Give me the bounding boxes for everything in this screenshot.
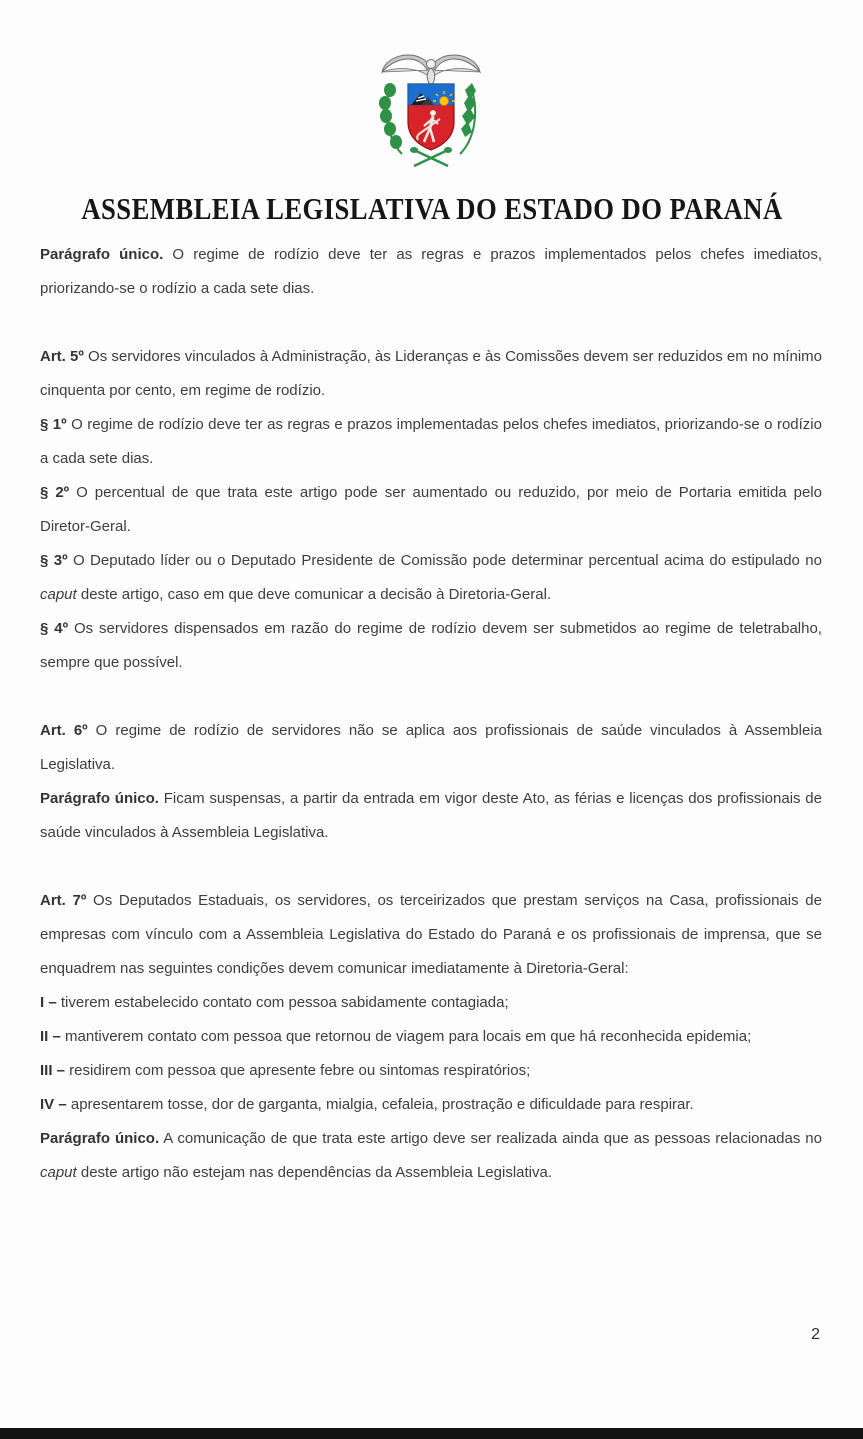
paragraph-text: mantiverem contato com pessoa que retornou de viagem para locais em que há reconhecida epidemia; [60, 1028, 752, 1045]
parana-coat-of-arms-icon [374, 52, 488, 174]
article-label: Art. 7º [40, 892, 87, 909]
paragraph-text: O regime de rodízio de servidores não se aplica aos profissionais de saúde vinculados à Assembleia Legislativa. [40, 722, 822, 773]
paragraph-text: O percentual de que trata este artigo pode ser aumentado ou reduzido, por meio de Portaria emitida pelo Diretor-Geral. [40, 484, 822, 535]
paragraph-text: Os servidores vinculados à Administração, às Lideranças e às Comissões devem ser reduzidos em no mínimo cinquenta por cento, em regime de rodízio. [40, 348, 822, 399]
paragraph-text: deste artigo, caso em que deve comunicar a decisão à Diretoria-Geral. [76, 586, 552, 603]
paragraph-text: deste artigo não estejam nas dependências da Assembleia Legislativa. [76, 1164, 553, 1181]
paragraph-paragrafo-unico-art6 [40, 782, 822, 850]
paragraph-art5-par2 [40, 476, 822, 544]
paragraph-paragrafo-unico-art4 [40, 238, 822, 306]
paragraph-text: Os servidores dispensados em razão do regime de rodízio devem ser submetidos ao regime de teletrabalho, sempre que possível. [40, 620, 822, 671]
list-item-i [40, 986, 822, 1020]
paragraph-text: O regime de rodízio deve ter as regras e prazos implementados pelos chefes imediatos, priorizando-se o rodízio a cada sete dias. [40, 246, 823, 297]
paragraph-art5-par3 [40, 544, 822, 612]
item-label: II – [40, 1028, 61, 1045]
paragraph-text: O Deputado líder ou o Deputado Presidente de Comissão pode determinar percentual acima do estipulado no [67, 552, 822, 569]
paragraph-art-7 [40, 884, 822, 986]
paragraph-text: Ficam suspensas, a partir da entrada em vigor deste Ato, as férias e licenças dos profissionais de saúde vinculados à Assembleia Legislativa. [40, 790, 822, 841]
article-label: Art. 6º [40, 722, 88, 739]
list-item-ii [40, 1020, 822, 1054]
paragraph-text: A comunicação de que trata este artigo deve ser realizada ainda que as pessoas relacionadas no [159, 1130, 822, 1147]
list-item-iii [40, 1054, 822, 1088]
item-label: I – [40, 994, 57, 1011]
paragraph-art-6 [40, 714, 822, 782]
article-label: Art. 5º [40, 348, 84, 365]
paragraph-label: Parágrafo único. [40, 790, 159, 807]
paragraph-art-5 [40, 340, 822, 408]
paragraph-text: apresentarem tosse, dor de garganta, mialgia, cefaleia, prostração e dificuldade para respirar. [66, 1096, 694, 1113]
item-label: III – [40, 1062, 66, 1079]
paragraph-text: O regime de rodízio deve ter as regras e prazos implementadas pelos chefes imediatos, priorizando-se o rodízio a cada sete dias. [40, 416, 822, 467]
document-title: ASSEMBLEIA LEGISLATIVA DO ESTADO DO PARANÁ [80, 190, 783, 226]
paragraph-label: Parágrafo único. [40, 246, 164, 263]
paragraph-label: Parágrafo único. [40, 1130, 160, 1147]
paragraph-text: Os Deputados Estaduais, os servidores, os terceirizados que prestam serviços na Casa, profissionais de empresas com vínculo com a Assembleia Legislativa do Estado do Paraná e os profissionais de imprensa, que se enquadrem nas seguintes condições devem comunicar imediatamente à Diretoria-Geral: [40, 892, 822, 977]
latin-term: caput [40, 1164, 77, 1181]
scan-edge-bar [0, 1428, 863, 1439]
clause-label: § 4º [40, 620, 69, 637]
clause-label: § 2º [40, 484, 70, 501]
clause-label: § 3º [40, 552, 68, 569]
paragraph-paragrafo-unico-art7 [40, 1122, 822, 1190]
item-label: IV – [40, 1096, 67, 1113]
paragraph-text: tiverem estabelecido contato com pessoa sabidamente contagiada; [56, 994, 509, 1011]
latin-term: caput [40, 586, 77, 603]
document-body [40, 238, 822, 1190]
paragraph-art5-par4 [40, 612, 822, 680]
paragraph-art5-par1 [40, 408, 822, 476]
page-number: 2 [811, 1326, 820, 1343]
list-item-iv [40, 1088, 822, 1122]
paragraph-text: residirem com pessoa que apresente febre ou sintomas respiratórios; [65, 1062, 531, 1079]
clause-label: § 1º [40, 416, 67, 433]
